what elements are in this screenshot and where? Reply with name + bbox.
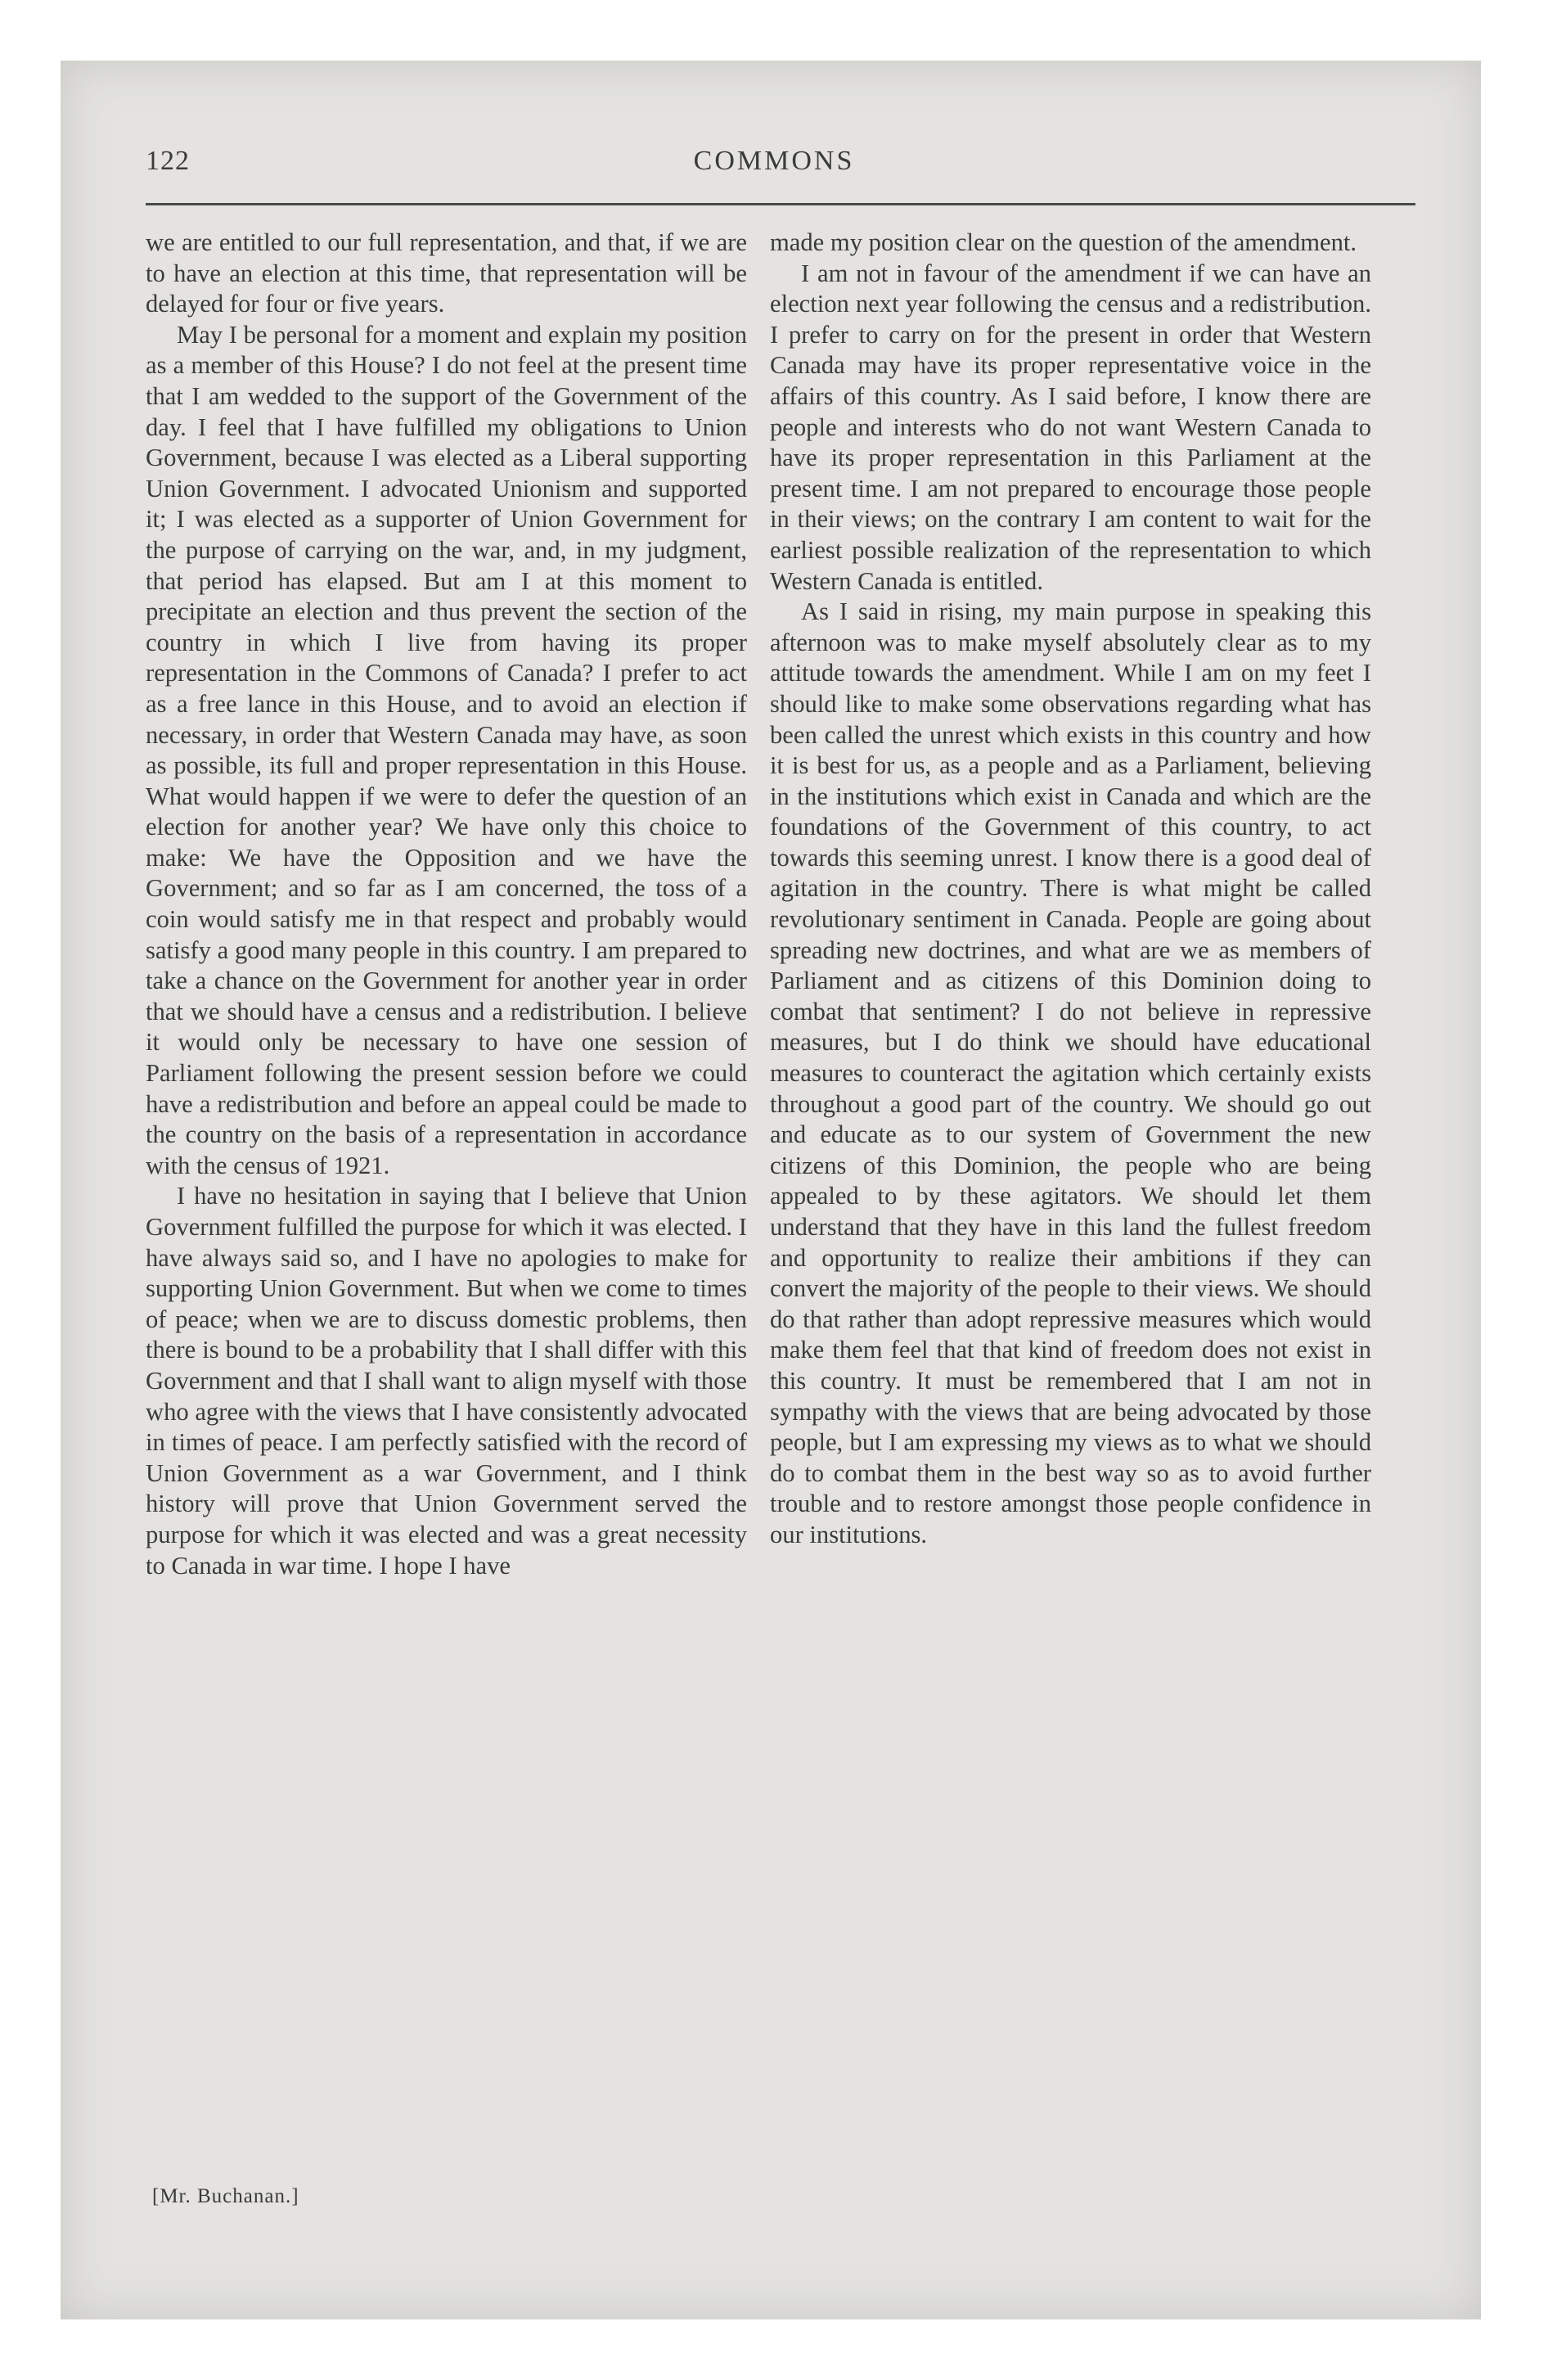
paragraph: I am not in favour of the amendment if we can have an election next year following the census and a redistribution. I prefer to carry on for the present in order that Western Canada may have its proper representative voice in the affairs of this country. As I said before, I know there are people and interests who do not want Western Canada to have its proper representation in this Parliament at the present time. I am not prepared to encourage those people in their views; on the contrary I am content to wait for the earliest possible realization of the representation to which Western Canada is entitled. [770,259,1371,595]
speaker-signature: [Mr. Buchanan.] [152,2185,299,2207]
right-column [770,228,1371,1551]
left-column [146,228,747,1581]
header-rule [146,203,1415,205]
page-number: 122 [146,146,190,176]
paragraph: As I said in rising, my main purpose in speaking this afternoon was to make myself absolutely clear as to my attitude towards the amendment. While I am on my feet I should like to make some observations regarding what has been called the unrest which exists in this country and how it is best for us, as a people and as a Parliament, believing in the institutions which exist in Canada and which are the foundations of the Government of this country, to act towards this seeming unrest. I know there is a good deal of agitation in the country. There is what might be called revolutionary sentiment in Canada. People are going about spreading new doctrines, and what are we as members of Parliament and as citizens of this Dominion doing to combat that sentiment? I do not believe in repressive measures, but I do think we should have educational measures to counteract the agitation which certainly exists throughout a good part of the country. We should go out and educate as to our system of Government the new citizens of this Dominion, the people who are being appealed to by these agitators. We should let them understand that they have in this land the fullest freedom and opportunity to realize their ambitions if they can convert the majority of the people to their views. We should do that rather than adopt repressive measures which would make them feel that that kind of freedom does not exist in this country. It must be remembered that I am not in sympathy with the views that are being advocated by those people, but I am expressing my views as to what we should do to combat them in the best way so as to avoid further trouble and to restore amongst those people confidence in our institutions. [770,597,1371,1548]
running-head: COMMONS [693,146,855,176]
paragraph: made my position clear on the question of the amendment. [770,228,1357,256]
paragraph: we are entitled to our full representation, and that, if we are to have an election at this time, that representation will be delayed for four or five years. [146,228,747,318]
paragraph: I have no hesitation in saying that I believe that Union Government fulfilled the purpose for which it was elected. I have always said so, and I have no apologies to make for supporting Union Government. But when we come to times of peace; when we are to discuss domestic problems, then there is bound to be a probability that I shall differ with this Government and that I shall want to align myself with those who agree with the views that I have consistently advocated in times of peace. I am perfectly satisfied with the record of Union Government as a war Government, and I think history will prove that Union Government served the purpose for which it was elected and was a great necessity to Canada in war time. I hope I have [146,1182,747,1580]
paragraph: May I be personal for a moment and explain my position as a member of this House? I do not feel at the present time that I am wedded to the support of the Government of the day. I feel that I have fulfilled my obligations to Union Government, because I was elected as a Liberal supporting Union Government. I advocated Unionism and supported it; I was elected as a supporter of Union Government for the purpose of carrying on the war, and, in my judgment, that period has elapsed. But am I at this moment to precipitate an election and thus prevent the section of the country in which I live from having its proper representation in the Commons of Canada? I prefer to act as a free lance in this House, and to avoid an election if necessary, in order that Western Canada may have, as soon as possible, its full and proper representation in this House. What would happen if we were to defer the question of an election for another year? We have only this choice to make: We have the Opposition and we have the Government; and so far as I am concerned, the toss of a coin would satisfy me in that respect and probably would satisfy a good many people in this country. I am prepared to take a chance on the Government for another year in order that we should have a census and a redistribution. I believe it would only be necessary to have one session of Parliament following the present session before we could have a redistribution and before an appeal could be made to the country on the basis of a representation in accordance with the census of 1921. [146,320,747,1179]
